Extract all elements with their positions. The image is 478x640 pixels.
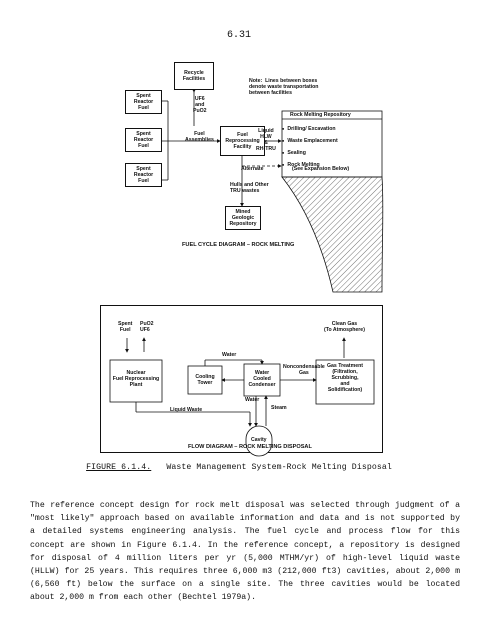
uf6-label: UF6 and PuO2 [193, 96, 207, 114]
rock-melting-list [282, 123, 380, 171]
figure-caption [0, 463, 478, 472]
rm-item-sealing: ● Sealing [282, 147, 380, 159]
hulls-label: Hulls and Other TRU wastes [230, 182, 269, 194]
gas-treatment-label: Gas Treatment (Filtration, Scrubbing, and Solidification) [326, 363, 364, 393]
spent-fuel-box-2: Spent Reactor Fuel [125, 128, 162, 152]
fuel-assemblies-label: Fuel Assemblies [185, 131, 214, 143]
rock-melting-repository-title: Rock Melting Repository [290, 112, 351, 118]
page-number: 6.31 [226, 30, 251, 41]
spent-fuel-label: Spent Fuel [118, 321, 133, 333]
clean-gas-label: Clean Gas (To Atmosphere) [324, 321, 365, 333]
figure-caption-label: FIGURE 6.1.4. [86, 463, 152, 472]
mined-geologic-repository-box: Mined Geologic Repository [225, 206, 261, 230]
water-cooled-condenser-label: Water Cooled Condenser [248, 370, 276, 388]
liquid-hlw-label: Liquid HLW & RH-TRU [256, 128, 276, 152]
spent-fuel-box-3: Spent Reactor Fuel [125, 163, 162, 187]
puo2-label: PuO2 UF6 [140, 321, 154, 333]
steam-label: Steam [271, 405, 287, 411]
alternate-label: Alternate [241, 166, 264, 172]
recycle-facilities-box: Recycle Facilities [174, 62, 214, 90]
body-paragraph: The reference concept design for rock melt disposal was selected through judgment of a "most likely" approach based on available information and data and is not supported by a detailed systems engineering analysis. The fuel cycle and process flow for this concept are shown in Figure 6.1.4. In the reference concept, a repository is designed for disposal of 4 million liters per yr (5,000 MTHM/yr) of high-level liquid waste (HLLW) for 25 years. This requires three 6,000 m3 (212,000 ft3) cavities, about 2,000 m (6,560 ft) below the surface on a single site. The three cavities would be located about 2,000 m from each other (Bechtel 1979a). [30, 501, 460, 603]
flow-diagram-caption: FLOW DIAGRAM – ROCK MELTING DISPOSAL [188, 444, 312, 450]
note-text: Note: Lines between boxes denote waste transportation between facilities [249, 78, 319, 96]
figure-caption-text: Waste Management System-Rock Melting Disposal [166, 463, 392, 472]
fuel-cycle-caption: FUEL CYCLE DIAGRAM – ROCK MELTING [182, 242, 295, 248]
fuel-reprocessing-facility-box: Fuel Reprocessing Facility [220, 126, 265, 156]
nuclear-plant-label: Nuclear Fuel Reprocessing Plant [112, 370, 160, 388]
rm-item-rock-melting: ● Rock Melting [282, 159, 380, 171]
spent-fuel-box-1: Spent Reactor Fuel [125, 90, 162, 114]
noncondensable-gas-label: Noncondensable Gas [283, 364, 325, 376]
liquid-waste-label: Liquid Waste [170, 407, 203, 413]
water-top-label: Water [222, 352, 237, 358]
water-bottom-label: Water [245, 397, 260, 403]
rock-melting-note: (See Expansion Below) [292, 166, 350, 172]
cooling-tower-label: Cooling Tower [195, 374, 215, 386]
cavity-label: Cavity [251, 437, 267, 443]
rm-item-emplacement: ● Waste Emplacement [282, 135, 380, 147]
flow-diagram-connectors [0, 300, 478, 460]
rm-item-drilling: ● Drilling/ Excavation [282, 123, 380, 135]
